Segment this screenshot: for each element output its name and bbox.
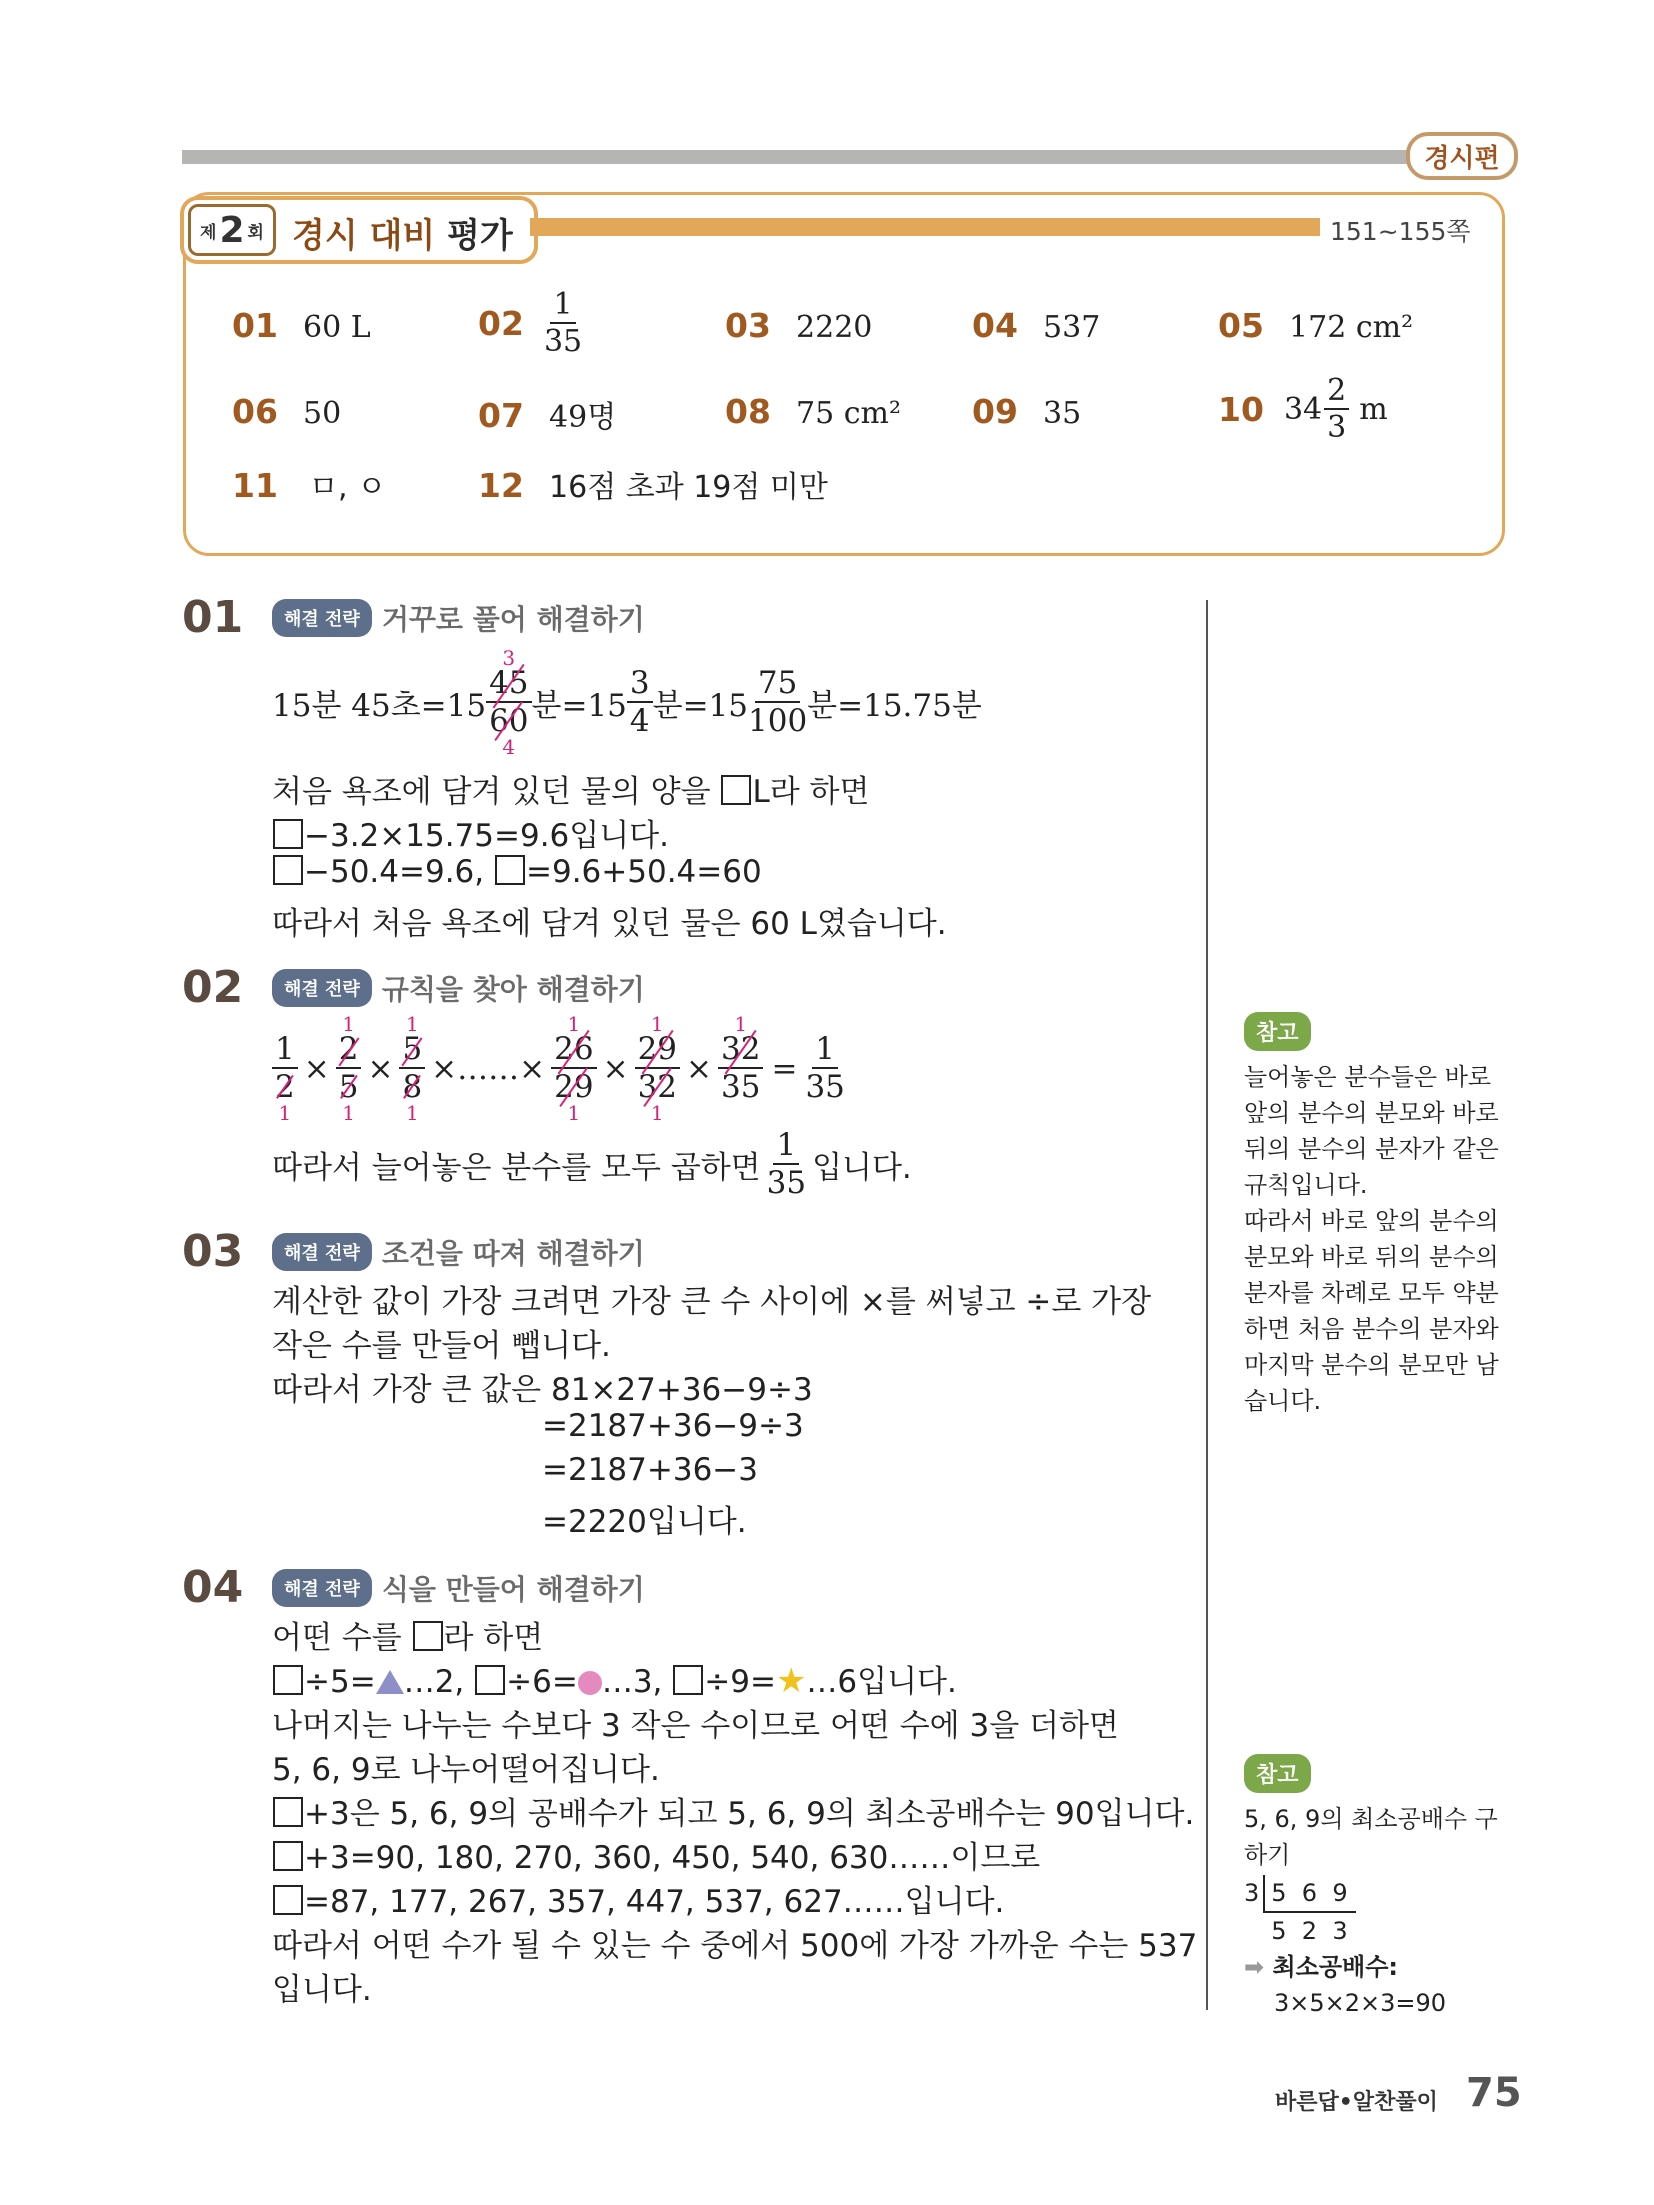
fraction-denominator: 5	[338, 1069, 359, 1105]
note-line: 늘어놓은 분수들은 바로	[1244, 1063, 1492, 1091]
solution-line: 계산한 값이 가장 크려면 가장 큰 수 사이에 ×를 써넣고 ÷로 가장	[272, 1284, 1152, 1320]
lcm-expression: 3×5×2×3=90	[1274, 1989, 1447, 2017]
fraction	[399, 1031, 425, 1105]
fraction-numerator: 32	[718, 1034, 763, 1069]
blank-box	[273, 819, 303, 849]
fraction-numerator: 2	[1324, 376, 1349, 410]
note-line: 분모와 바로 뒤의 분수의	[1244, 1243, 1499, 1271]
fraction-denominator: 35	[805, 1069, 845, 1105]
text: …3,	[601, 1664, 663, 1700]
fraction	[627, 665, 653, 739]
page-title	[292, 208, 513, 257]
fraction-numerator: 5	[399, 1034, 425, 1069]
text: 따라서 늘어놓은 분수를 모두 곱하면	[272, 1150, 761, 1186]
answer-number: 01	[232, 306, 278, 345]
blank-box	[413, 1621, 443, 1651]
strategy-header	[272, 598, 645, 638]
blank-box	[475, 1665, 505, 1695]
answer-value: 35	[1043, 396, 1082, 431]
answer-value: 16점 초과 19점 미만	[549, 470, 828, 505]
answer-number: 04	[972, 306, 1018, 345]
fraction-numerator: 1	[773, 1130, 799, 1165]
fraction-denominator: 35	[766, 1165, 807, 1201]
fraction-denominator: 100	[748, 703, 808, 739]
text: =9.6+50.4=60	[526, 854, 762, 890]
solution-line: =2187+36−3	[542, 1452, 758, 1488]
note-body	[1244, 1801, 1498, 2021]
text: ÷9=	[704, 1664, 776, 1700]
equation-text: 분=15	[652, 688, 748, 724]
answer-number: 09	[972, 392, 1018, 431]
fraction-denominator: 2	[275, 1069, 295, 1105]
title-part-b: 평가	[447, 216, 513, 256]
solution-line	[272, 1788, 1194, 1833]
cancel-bottom: 1	[405, 1101, 419, 1125]
triangle-icon	[376, 1670, 404, 1694]
round-badge	[188, 204, 276, 256]
strategy-tag: 해결 전략	[272, 969, 372, 1007]
answer-07	[478, 392, 616, 436]
answer-11	[232, 462, 386, 506]
answer-number: 12	[478, 466, 524, 505]
cancel-bottom: 1	[650, 1101, 664, 1125]
answer-03	[725, 306, 872, 345]
text: =87, 177, 267, 357, 447, 537, 627……입니다.	[304, 1884, 1005, 1920]
fraction	[748, 665, 808, 739]
fraction-numerator: 45	[486, 668, 531, 703]
blank-box	[273, 1797, 303, 1827]
strategy-header	[272, 968, 645, 1008]
equation-text: 15분 45초=15	[272, 688, 487, 724]
answer-04	[972, 306, 1100, 345]
fraction-denominator: 32	[637, 1069, 678, 1105]
text: L라 하면	[752, 774, 870, 810]
text: +3은 5, 6, 9의 공배수가 되고 5, 6, 9의 최소공배수는 90입니다.	[304, 1796, 1195, 1832]
equation-text: 분=15	[531, 688, 627, 724]
note-2	[1244, 1754, 1498, 2021]
fraction	[551, 1031, 596, 1105]
text: −3.2×15.75=9.6입니다.	[304, 818, 669, 854]
note-tag: 참고	[1244, 1012, 1311, 1051]
lcm-label: 최소공배수:	[1272, 1953, 1398, 1981]
fraction	[272, 1031, 298, 1105]
answer-number: 03	[725, 306, 771, 345]
fraction	[635, 1031, 680, 1105]
division-ladder	[1244, 1875, 1498, 1949]
fraction-numerator: 1	[812, 1034, 838, 1069]
answer-12	[478, 462, 828, 506]
strategy-tag: 해결 전략	[272, 1233, 372, 1271]
answer-01	[232, 306, 371, 345]
blank-box	[273, 1665, 303, 1695]
answer-02	[478, 287, 583, 359]
answer-08	[725, 392, 901, 431]
note-1	[1244, 1012, 1499, 1419]
answer-number: 06	[232, 392, 278, 431]
times-sign: ×	[303, 1050, 330, 1087]
answer-number: 07	[478, 396, 524, 435]
fraction	[766, 1127, 807, 1201]
answer-number: 05	[1218, 306, 1264, 345]
text: −50.4=9.6,	[304, 854, 485, 890]
note-body	[1244, 1059, 1499, 1419]
times-sign: ×	[686, 1050, 712, 1087]
fraction-denominator: 4	[629, 703, 650, 739]
page-range: 151~155쪽	[1330, 217, 1471, 246]
fraction	[486, 665, 531, 739]
fraction-numerator: 1	[272, 1034, 298, 1069]
cancel-bottom: 1	[278, 1101, 292, 1125]
note-tag: 참고	[1244, 1754, 1311, 1793]
fraction	[336, 1031, 362, 1105]
cancelled-fraction	[551, 1014, 596, 1123]
cancel-top: 1	[734, 1012, 748, 1036]
blank-box	[495, 855, 525, 885]
text: ÷6=	[506, 1664, 578, 1700]
strategy-text: 조건을 따져 해결하기	[381, 1237, 645, 1270]
blank-box	[673, 1665, 703, 1695]
note-line: 규칙입니다.	[1244, 1171, 1368, 1199]
fraction-numerator: 29	[635, 1034, 680, 1069]
quotient-row: 5 2 3	[1271, 1917, 1348, 1945]
question-number: 03	[182, 1226, 244, 1277]
text: 입니다.	[812, 1150, 912, 1186]
solution-line: =2220입니다.	[542, 1504, 747, 1540]
note-line: 5, 6, 9의 최소공배수 구	[1244, 1805, 1498, 1833]
division-body	[1263, 1875, 1355, 1949]
fraction	[718, 1031, 763, 1105]
solution-line: 따라서 처음 욕조에 담겨 있던 물은 60 L였습니다.	[272, 906, 947, 942]
cancel-bottom: 4	[502, 735, 516, 759]
note-line: 따라서 바로 앞의 분수의	[1244, 1207, 1499, 1235]
text: 라 하면	[443, 1620, 544, 1656]
answer-05	[1218, 306, 1413, 345]
text: 처음 욕조에 담겨 있던 물의 양을	[272, 774, 711, 810]
answer-fraction	[543, 287, 583, 359]
fraction-numerator: 26	[551, 1034, 596, 1069]
cancel-top: 1	[567, 1012, 581, 1036]
answer-number: 10	[1218, 390, 1264, 429]
solution-line	[272, 810, 669, 855]
fraction-denominator: 8	[402, 1069, 423, 1105]
section-badge: 경시편	[1406, 132, 1518, 180]
fraction-denominator: 3	[1327, 410, 1347, 445]
solution-line	[272, 854, 762, 890]
fraction-denominator: 29	[554, 1069, 594, 1105]
text: …6입니다.	[806, 1664, 957, 1700]
dividend-row: 5 6 9	[1263, 1875, 1355, 1913]
strategy-header	[272, 1232, 645, 1272]
answer-06	[232, 392, 341, 431]
question-number: 04	[182, 1562, 244, 1613]
solution-line: =2187+36−9÷3	[542, 1408, 804, 1444]
solution-line	[272, 1656, 957, 1701]
answer-value: 172 cm²	[1289, 310, 1414, 345]
column-divider	[1206, 600, 1208, 2010]
ellipsis: ×……×	[431, 1050, 546, 1087]
fraction-numerator: 3	[627, 668, 653, 703]
answer-number: 11	[232, 466, 278, 505]
title-bar	[530, 218, 1320, 236]
cancelled-fraction	[718, 1014, 763, 1123]
star-icon: ★	[775, 1661, 807, 1701]
answer-value: 60 L	[303, 310, 371, 345]
answer-09	[972, 392, 1081, 431]
mixed-whole: 34	[1283, 392, 1323, 427]
answer-value: 2220	[796, 310, 873, 345]
note-line: 습니다.	[1244, 1387, 1322, 1415]
answer-value: 49명	[549, 400, 617, 435]
text: +3=90, 180, 270, 360, 450, 540, 630……이므로	[304, 1840, 1041, 1876]
page-number: 75	[1466, 2070, 1522, 2116]
fraction-numerator: 2	[336, 1034, 362, 1069]
answer-value: ㅁ, ㅇ	[309, 470, 387, 505]
cancel-top: 1	[342, 1012, 355, 1036]
footer-label: 바른답•알찬풀이	[1275, 2090, 1438, 2115]
note-line: 분자를 차례로 모두 약분	[1244, 1279, 1499, 1307]
note-line: 하면 처음 분수의 분자와	[1244, 1315, 1499, 1343]
strategy-tag: 해결 전략	[272, 1569, 372, 1607]
cancel-top: 3	[502, 646, 516, 670]
note-line: 앞의 분수의 분모와 바로	[1244, 1099, 1499, 1127]
product-equation	[272, 1014, 845, 1123]
divisor: 3	[1244, 1879, 1260, 1907]
equals-sign: =	[771, 1050, 798, 1087]
equation-text: 분=15.75분	[807, 688, 982, 724]
answer-fraction	[1324, 373, 1349, 445]
solution-line: 따라서 가장 큰 값은 81×27+36−9÷3	[272, 1372, 813, 1408]
answer-value: 50	[303, 396, 342, 431]
answer-value: 537	[1043, 310, 1101, 345]
round-prefix: 제	[200, 222, 217, 243]
text: …2,	[403, 1664, 465, 1700]
cancel-bottom: 1	[567, 1101, 581, 1125]
solution-line: 5, 6, 9로 나누어떨어집니다.	[272, 1752, 660, 1788]
blank-box	[273, 855, 303, 885]
note-line: 뒤의 분수의 분자가 같은	[1244, 1135, 1499, 1163]
result-fraction	[805, 1031, 845, 1105]
cancel-bottom: 1	[342, 1101, 355, 1125]
cancelled-fraction	[635, 1014, 680, 1123]
blank-box	[721, 775, 751, 805]
fraction-denominator: 60	[489, 703, 529, 739]
fraction-denominator: 35	[543, 324, 583, 359]
cancelled-fraction	[486, 648, 531, 757]
cancelled-fraction	[272, 1014, 298, 1123]
strategy-text: 거꾸로 풀어 해결하기	[381, 603, 645, 636]
cancelled-fraction	[399, 1014, 425, 1123]
note-line: 하기	[1244, 1841, 1291, 1869]
answer-number: 02	[478, 304, 524, 343]
solution-line: 작은 수를 만들어 뺍니다.	[272, 1328, 611, 1364]
answer-value: 75 cm²	[796, 396, 902, 431]
lcm-row	[1244, 1949, 1498, 1985]
solution-line	[272, 1876, 1004, 1921]
note-line: 마지막 분수의 분모만 남	[1244, 1351, 1499, 1379]
strategy-text: 식을 만들어 해결하기	[381, 1573, 645, 1606]
cancelled-fraction	[336, 1014, 362, 1123]
question-number: 02	[182, 962, 244, 1013]
circle-icon	[578, 1671, 602, 1695]
times-sign: ×	[602, 1050, 629, 1087]
blank-box	[273, 1841, 303, 1871]
solution-line	[272, 1832, 1040, 1877]
fraction-numerator: 75	[755, 668, 800, 703]
title-part-a: 경시 대비	[292, 216, 436, 256]
solution-line	[272, 766, 869, 811]
solution-line	[272, 1612, 543, 1657]
header-divider	[182, 150, 1422, 164]
text: ÷5=	[304, 1664, 376, 1700]
round-number: 2	[219, 209, 245, 251]
solution-line: 따라서 어떤 수가 될 수 있는 수 중에서 500에 가장 가까운 수는 537	[272, 1928, 1198, 1964]
solution-line: 나머지는 나누는 수보다 3 작은 수이므로 어떤 수에 3을 더하면	[272, 1708, 1119, 1744]
text: 어떤 수를	[272, 1620, 402, 1656]
answer-unit: m	[1359, 392, 1388, 427]
equation-line	[272, 648, 982, 757]
question-number: 01	[182, 592, 244, 643]
cancel-top: 1	[405, 1012, 419, 1036]
cancel-top: 1	[650, 1012, 664, 1036]
solution-line	[272, 1127, 912, 1201]
times-sign: ×	[367, 1050, 394, 1087]
arrow-icon: ➡	[1244, 1953, 1265, 1981]
answer-10	[1218, 373, 1388, 445]
solution-line: 입니다.	[272, 1972, 372, 2008]
fraction-numerator: 1	[550, 290, 575, 324]
strategy-header	[272, 1568, 645, 1608]
round-suffix: 회	[247, 222, 264, 243]
strategy-tag: 해결 전략	[272, 599, 372, 637]
fraction-denominator: 35	[721, 1069, 761, 1105]
answer-number: 08	[725, 392, 771, 431]
strategy-text: 규칙을 찾아 해결하기	[381, 973, 645, 1006]
blank-box	[273, 1885, 303, 1915]
